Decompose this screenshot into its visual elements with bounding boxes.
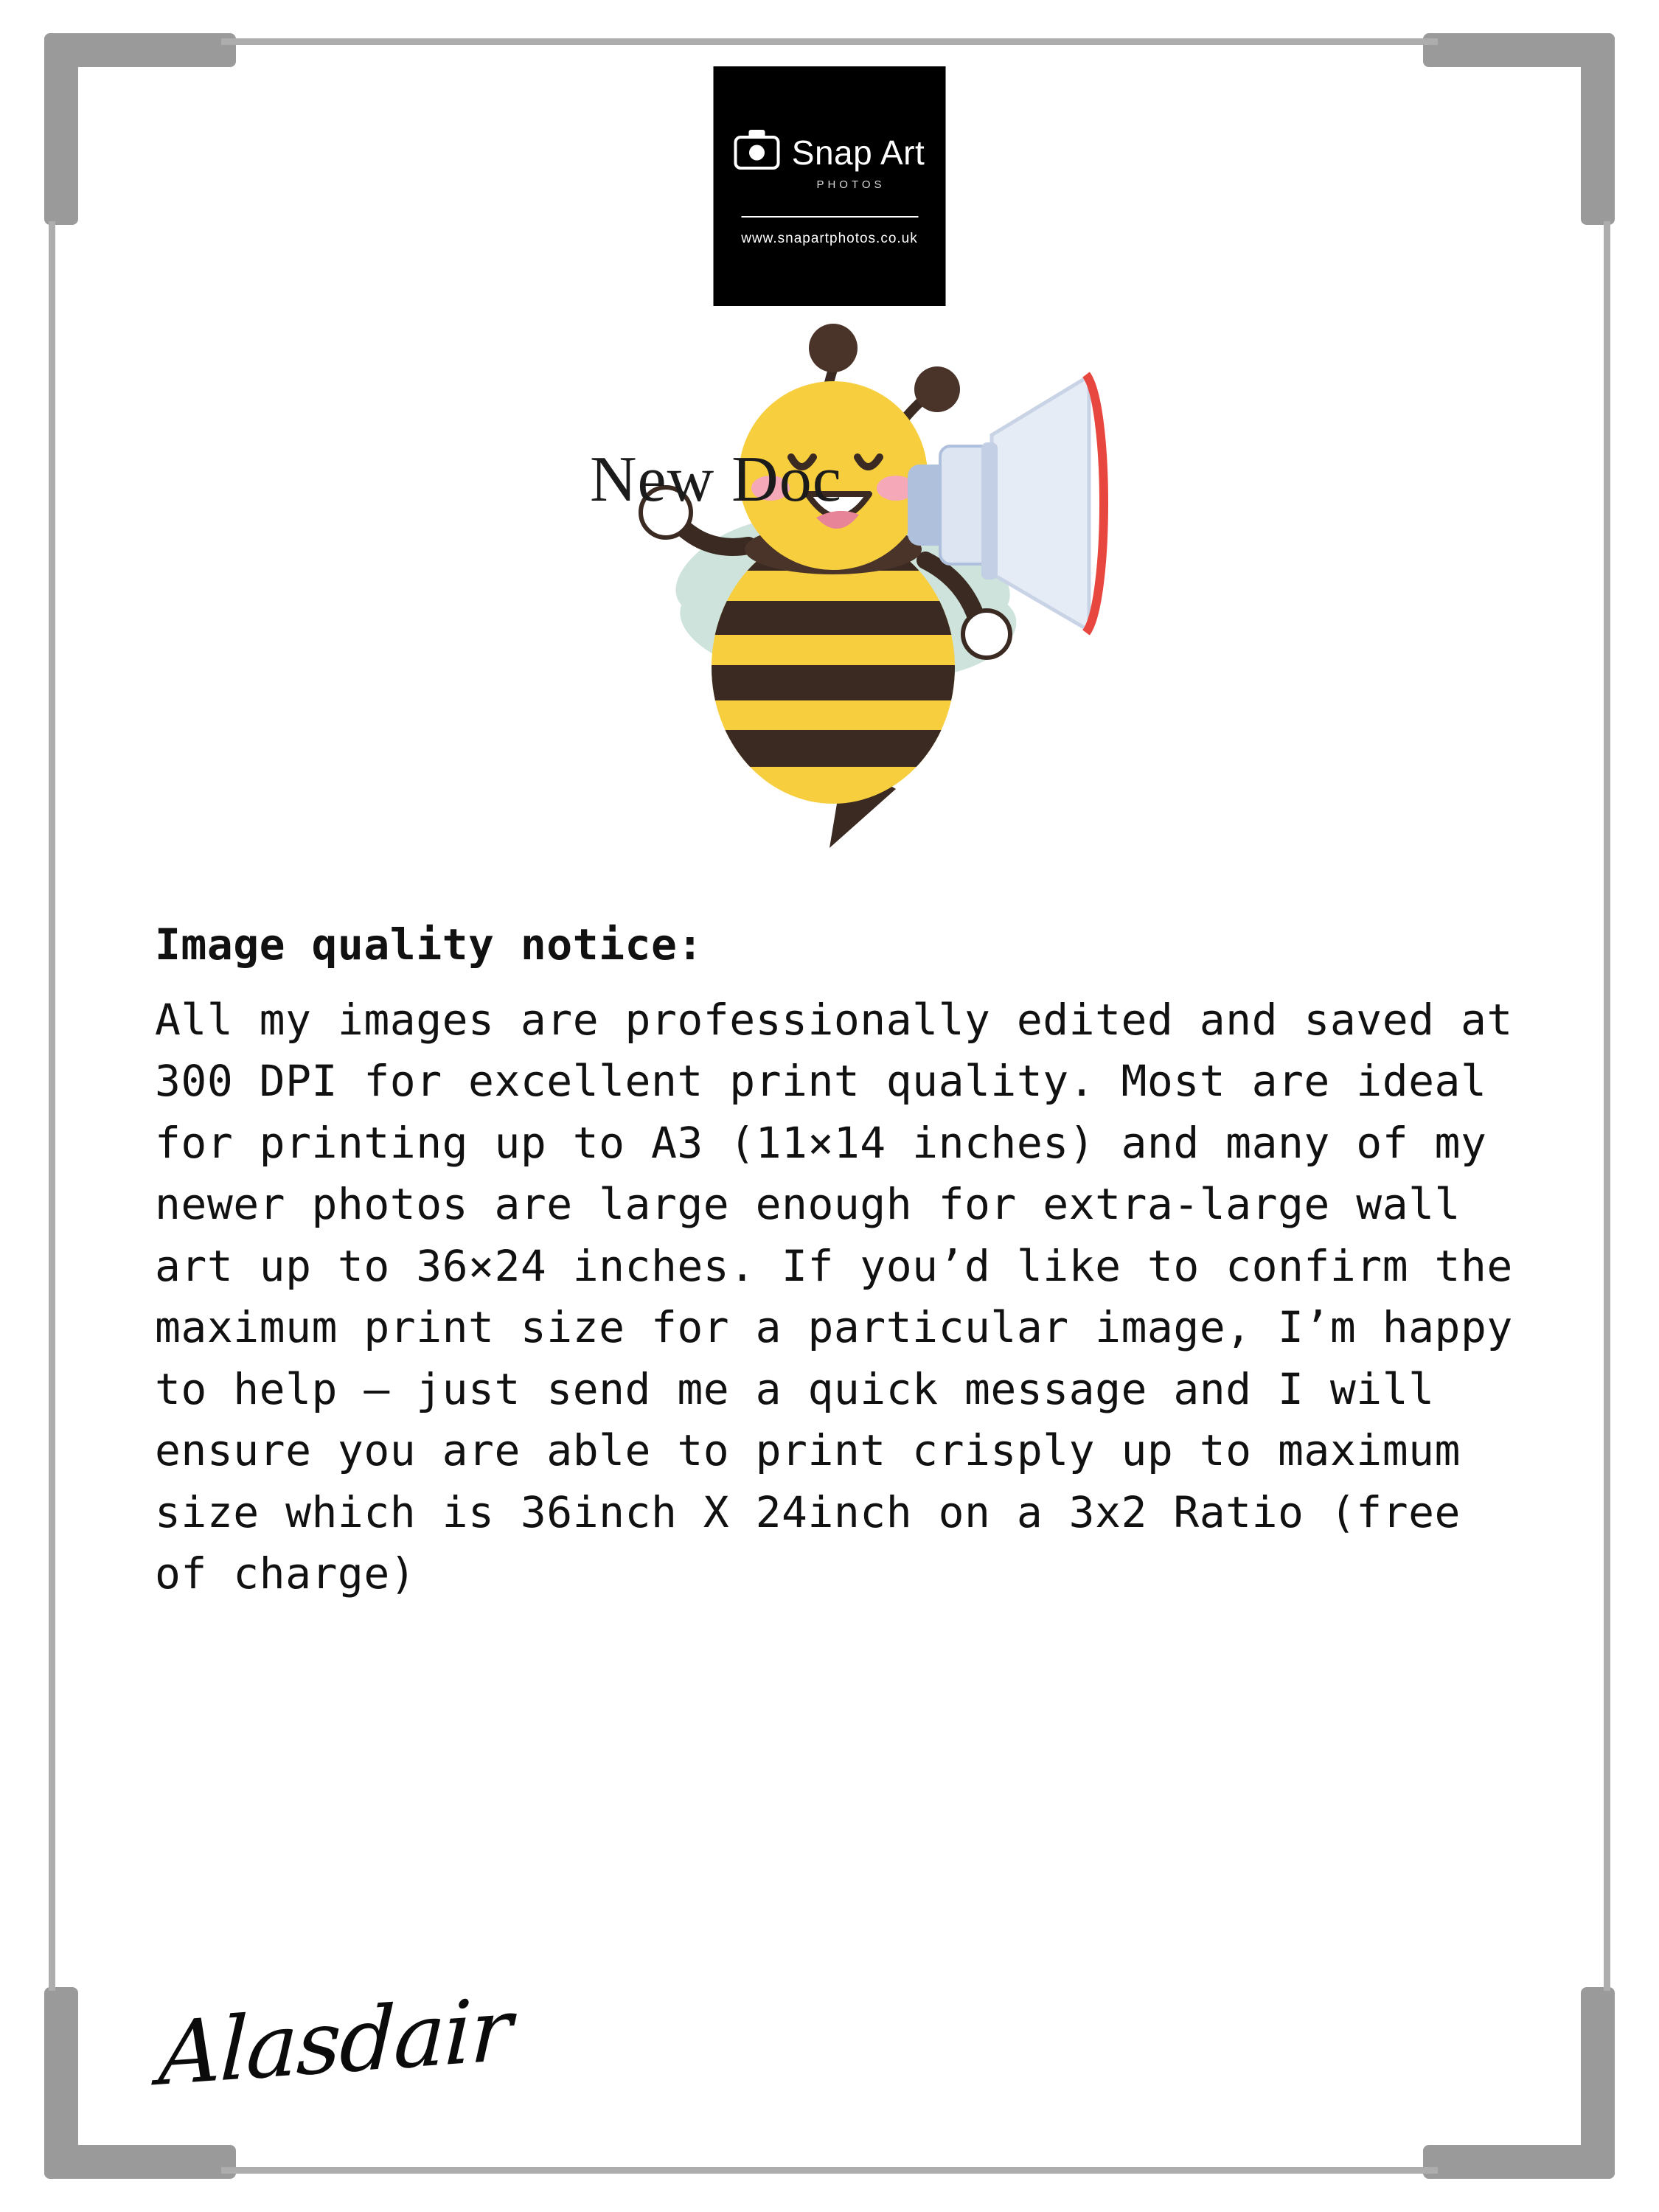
image-quality-notice	[155, 914, 1540, 1605]
signature: Alasdair	[157, 1978, 512, 2106]
frame-edge-right	[1604, 221, 1610, 1991]
brand-logo	[714, 66, 946, 306]
logo-row	[734, 133, 925, 173]
camera-icon	[734, 136, 780, 170]
notice-body: All my images are professionally edited and saved at 300 DPI for excellent print quality. Most are ideal for printing up to A3 (11×14 inches) and many of my newer photos are large enough for extra-large wall art up to 36×24 inches. If you’d like to confirm the maximum print size for a particular image, I’m happy to help — just send me a quick message and I will ensure you are able to print crisply up to maximum size which is 36inch X 24inch on a 3x2 Ratio (free of charge)	[155, 994, 1540, 1599]
logo-brand-name: Snap Art	[791, 133, 925, 172]
frame-corner-bottom-right	[1423, 1987, 1615, 2179]
frame-edge-left	[49, 221, 55, 1991]
frame-corner-top-left	[44, 33, 236, 225]
bee-with-megaphone-illustration	[527, 317, 1132, 870]
frame-corner-top-right	[1423, 33, 1615, 225]
logo-subtitle: PHOTOS	[816, 178, 886, 191]
page-title: New Doc	[590, 444, 842, 515]
notice-heading: Image quality notice:	[155, 919, 703, 970]
frame-edge-bottom	[221, 2167, 1438, 2174]
logo-website-url: www.snapartphotos.co.uk	[741, 231, 918, 246]
frame-edge-top	[221, 38, 1438, 45]
logo-divider	[741, 216, 918, 218]
